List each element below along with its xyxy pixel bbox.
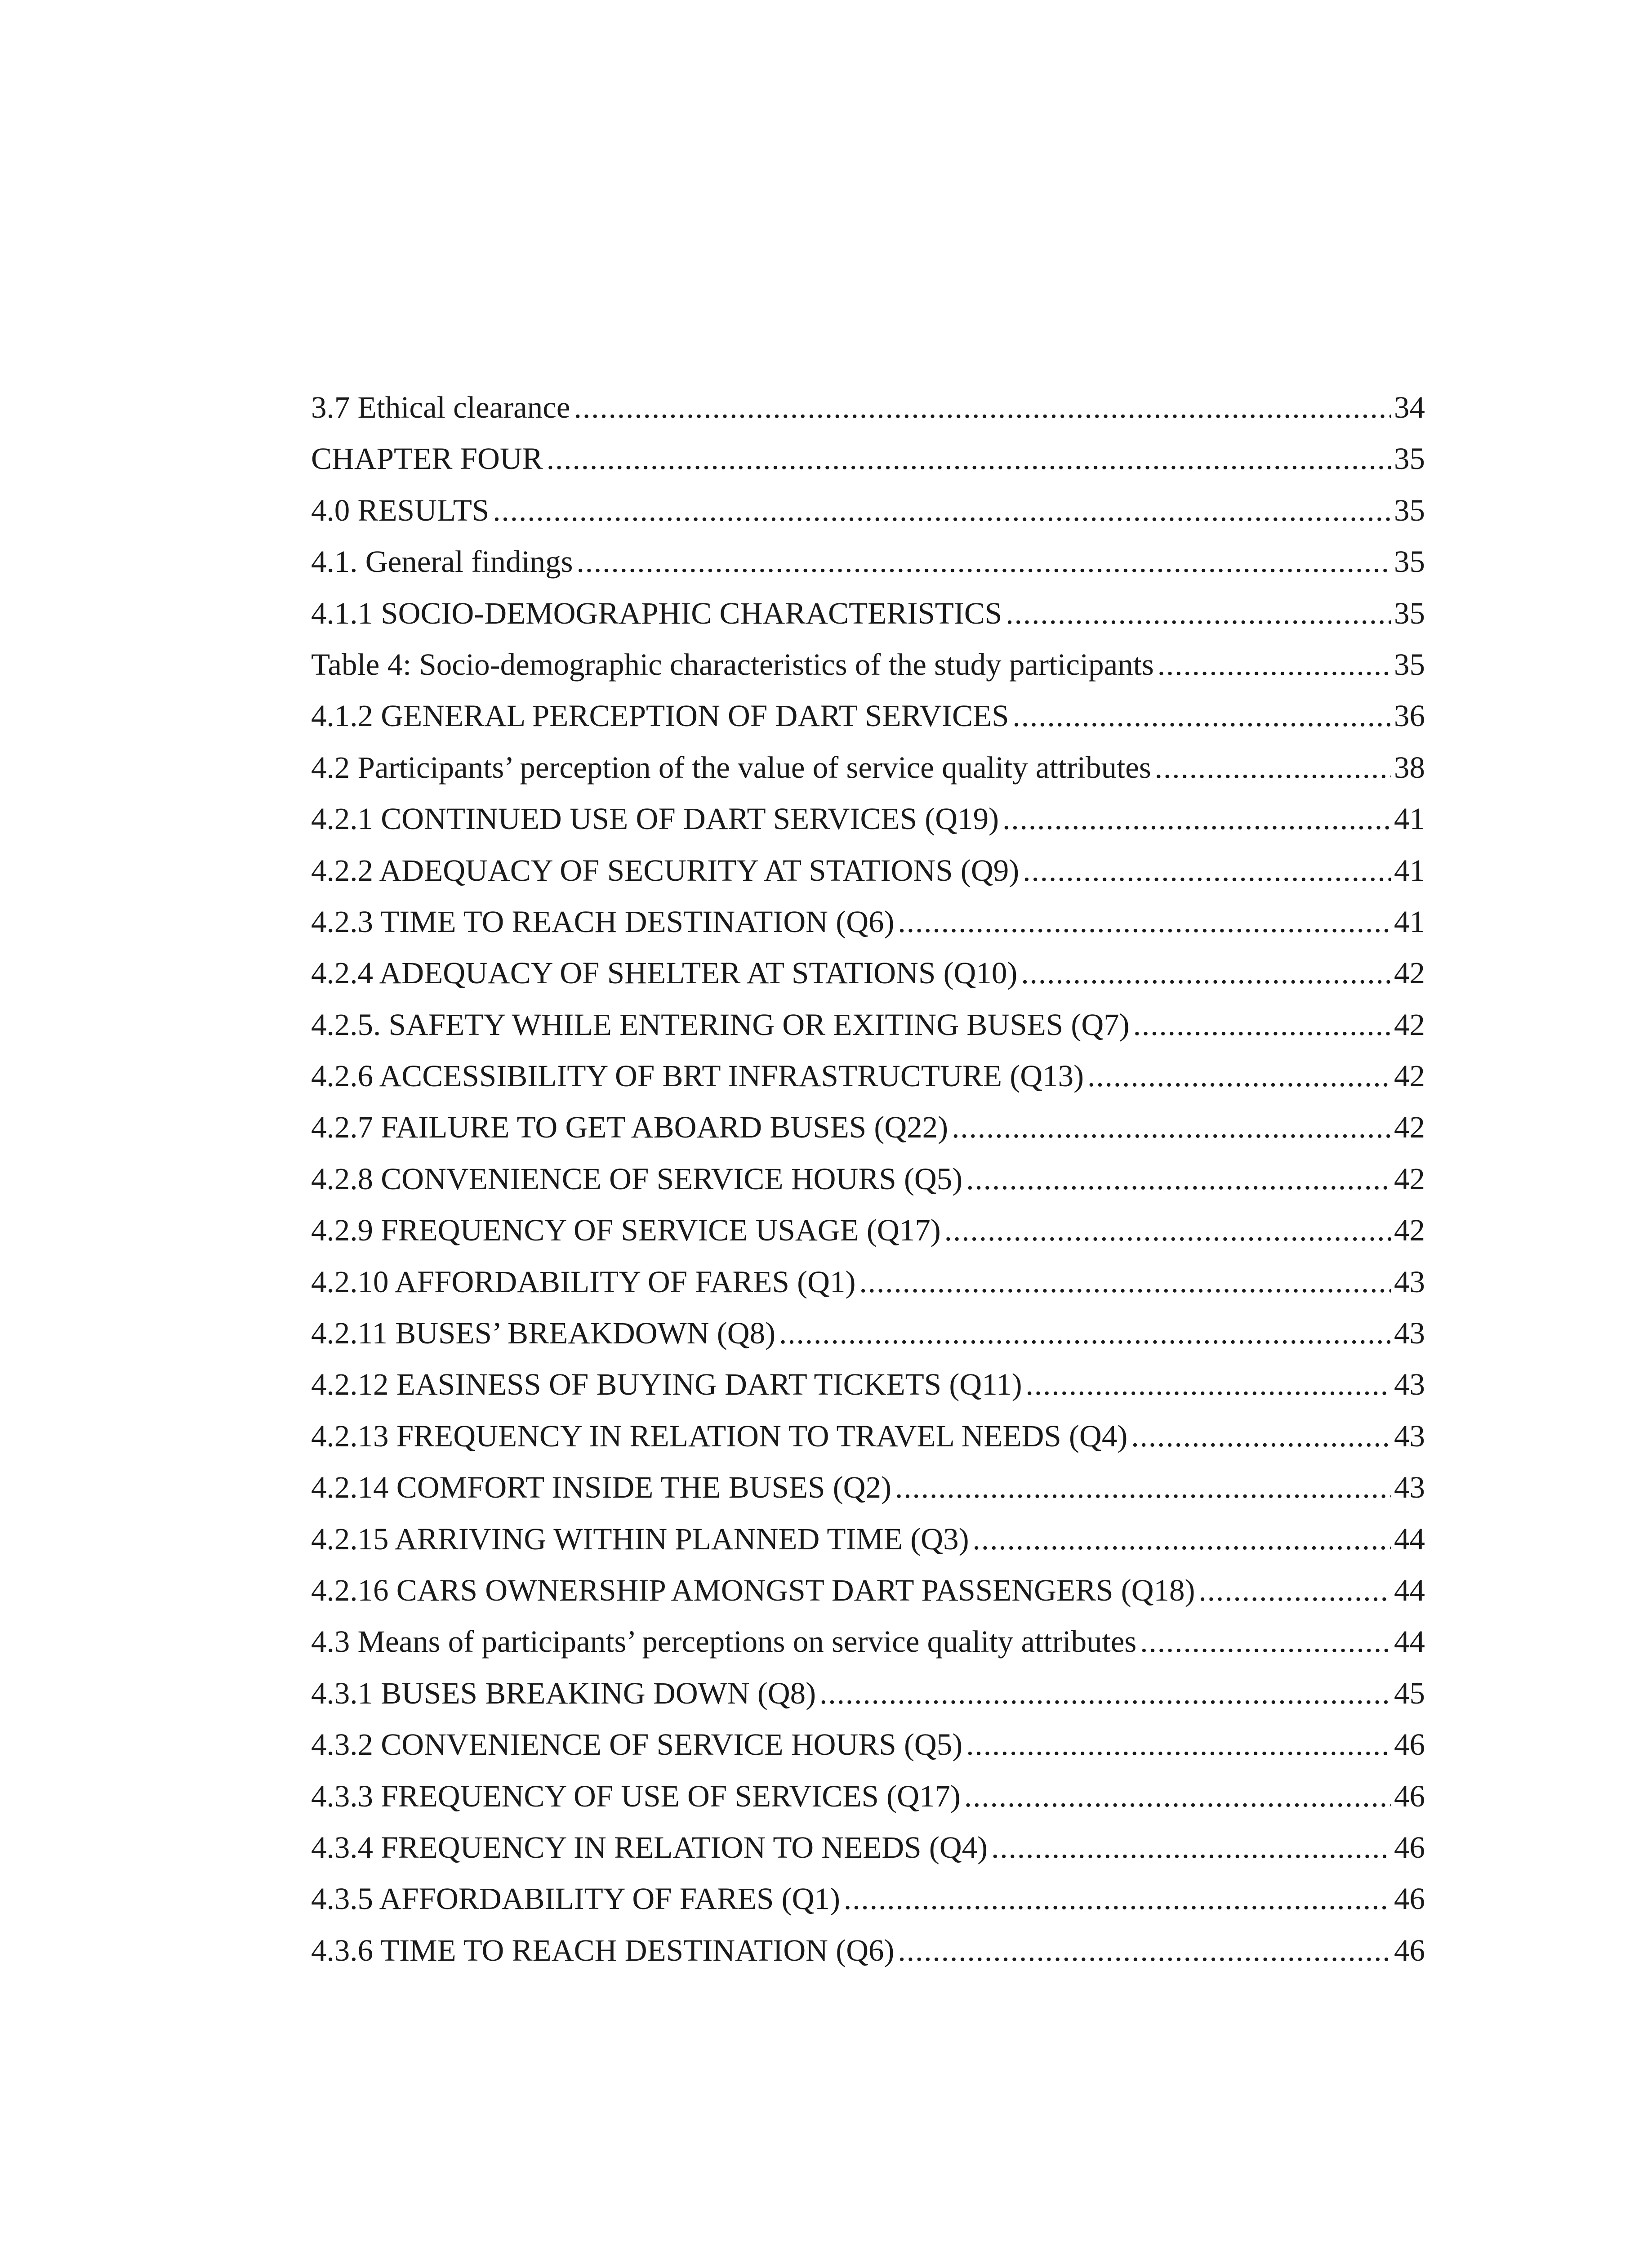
toc-dot-leader [1140, 1616, 1391, 1667]
toc-entry[interactable] [311, 588, 1425, 639]
toc-entry-title: 4.2.5. SAFETY WHILE ENTERING OR EXITING BUSES (Q7) [311, 1007, 1130, 1042]
toc-entry-title: 4.1. General findings [311, 544, 573, 579]
toc-dot-leader [577, 536, 1391, 587]
toc-entry[interactable] [311, 690, 1425, 741]
toc-entry-title: 4.2 Participants’ perception of the value of service quality attributes [311, 750, 1151, 785]
toc-entry-page-number: 44 [1394, 1573, 1425, 1607]
toc-entry[interactable] [311, 999, 1425, 1050]
toc-entry-title: 4.2.10 AFFORDABILITY OF FARES (Q1) [311, 1264, 856, 1299]
toc-dot-leader [1026, 1359, 1391, 1410]
toc-entry-page-number: 42 [1394, 956, 1425, 990]
toc-entry-page-number: 42 [1394, 1059, 1425, 1093]
toc-dot-leader [493, 485, 1391, 536]
toc-dot-leader [1133, 999, 1391, 1050]
toc-entry[interactable] [311, 1616, 1425, 1667]
toc-entry[interactable] [311, 1719, 1425, 1770]
toc-entry-page-number: 46 [1394, 1727, 1425, 1762]
toc-entry[interactable] [311, 1771, 1425, 1822]
toc-entry-title: 4.3.5 AFFORDABILITY OF FARES (Q1) [311, 1882, 840, 1916]
toc-entry[interactable] [311, 1307, 1425, 1359]
toc-entry-title: 4.2.1 CONTINUED USE OF DART SERVICES (Q19) [311, 802, 999, 836]
toc-entry-title: 4.1.1 SOCIO-DEMOGRAPHIC CHARACTERISTICS [311, 596, 1002, 630]
toc-dot-leader [944, 1204, 1391, 1256]
toc-dot-leader [844, 1873, 1391, 1924]
toc-entry-page-number: 43 [1394, 1418, 1425, 1453]
toc-entry[interactable] [311, 1668, 1425, 1719]
toc-entry-page-number: 41 [1394, 904, 1425, 939]
toc-dot-leader [898, 1925, 1391, 1976]
toc-dot-leader [574, 382, 1391, 433]
toc-dot-leader [1158, 639, 1391, 690]
toc-entry[interactable] [311, 947, 1425, 999]
toc-dot-leader [819, 1668, 1391, 1719]
toc-entry[interactable] [311, 1462, 1425, 1513]
toc-entry-title: 4.2.16 CARS OWNERSHIP AMONGST DART PASSENGERS (Q18) [311, 1573, 1195, 1607]
toc-entry-title: 4.3.6 TIME TO REACH DESTINATION (Q6) [311, 1933, 895, 1967]
toc-entry[interactable] [311, 485, 1425, 536]
toc-entry-page-number: 42 [1394, 1110, 1425, 1145]
toc-entry[interactable] [311, 1410, 1425, 1462]
toc-entry-title: 4.3.3 FREQUENCY OF USE OF SERVICES (Q17) [311, 1779, 961, 1813]
toc-dot-leader [966, 1719, 1391, 1770]
toc-entry-page-number: 43 [1394, 1367, 1425, 1402]
toc-entry-page-number: 46 [1394, 1882, 1425, 1916]
toc-entry-page-number: 44 [1394, 1521, 1425, 1556]
toc-entry[interactable] [311, 1925, 1425, 1976]
toc-dot-leader [991, 1822, 1391, 1873]
toc-entry-title: 4.1.2 GENERAL PERCEPTION OF DART SERVICES [311, 699, 1009, 733]
toc-entry-title: 4.3.1 BUSES BREAKING DOWN (Q8) [311, 1676, 816, 1710]
toc-entry-title: 4.2.8 CONVENIENCE OF SERVICE HOURS (Q5) [311, 1161, 963, 1196]
toc-entry-title: 4.3.2 CONVENIENCE OF SERVICE HOURS (Q5) [311, 1727, 963, 1762]
toc-entry-title: 4.2.6 ACCESSIBILITY OF BRT INFRASTRUCTURE (Q13) [311, 1059, 1084, 1093]
toc-entry-page-number: 42 [1394, 1007, 1425, 1042]
toc-entry-page-number: 46 [1394, 1830, 1425, 1864]
toc-entry-page-number: 41 [1394, 802, 1425, 836]
toc-entry[interactable] [311, 742, 1425, 793]
toc-entry-page-number: 41 [1394, 853, 1425, 888]
toc-entry-page-number: 38 [1394, 750, 1425, 785]
toc-entry-title: 4.2.15 ARRIVING WITHIN PLANNED TIME (Q3) [311, 1521, 969, 1556]
toc-entry-title: Table 4: Socio-demographic characteristics of the study participants [311, 647, 1154, 682]
toc-entry-title: 3.7 Ethical clearance [311, 390, 570, 424]
toc-entry-page-number: 43 [1394, 1470, 1425, 1505]
toc-dot-leader [966, 1153, 1391, 1204]
toc-entry-title: 4.2.9 FREQUENCY OF SERVICE USAGE (Q17) [311, 1213, 941, 1248]
toc-entry-title: CHAPTER FOUR [311, 442, 543, 476]
toc-entry-page-number: 36 [1394, 699, 1425, 733]
toc-entry-page-number: 43 [1394, 1316, 1425, 1351]
toc-entry-title: 4.2.13 FREQUENCY IN RELATION TO TRAVEL NEEDS (Q4) [311, 1418, 1128, 1453]
toc-entry-page-number: 42 [1394, 1213, 1425, 1248]
toc-entry-page-number: 43 [1394, 1264, 1425, 1299]
toc-entry-title: 4.3 Means of participants’ perceptions on service quality attributes [311, 1624, 1137, 1659]
toc-entry[interactable] [311, 896, 1425, 947]
toc-dot-leader [895, 1462, 1391, 1513]
toc-entry-page-number: 44 [1394, 1624, 1425, 1659]
toc-dot-leader [973, 1513, 1391, 1565]
toc-dot-leader [964, 1771, 1391, 1822]
toc-entry[interactable] [311, 433, 1425, 484]
toc-dot-leader [1131, 1410, 1391, 1462]
toc-entry[interactable] [311, 1565, 1425, 1616]
toc-dot-leader [1002, 793, 1391, 844]
toc-entry-title: 4.2.12 EASINESS OF BUYING DART TICKETS (Q11) [311, 1367, 1022, 1402]
toc-entry[interactable] [311, 1822, 1425, 1873]
toc-entry-page-number: 35 [1394, 493, 1425, 527]
toc-entry[interactable] [311, 1873, 1425, 1924]
toc-entry-page-number: 42 [1394, 1161, 1425, 1196]
toc-entry[interactable] [311, 1204, 1425, 1256]
toc-entry-title: 4.2.4 ADEQUACY OF SHELTER AT STATIONS (Q10) [311, 956, 1018, 990]
toc-dot-leader [1013, 690, 1391, 741]
toc-dot-leader [1155, 742, 1391, 793]
toc-dot-leader [898, 896, 1391, 947]
toc-entry[interactable] [311, 1050, 1425, 1102]
toc-entry-title: 4.0 RESULTS [311, 493, 490, 527]
toc-entry[interactable] [311, 382, 1425, 433]
toc-entry-title: 4.2.7 FAILURE TO GET ABOARD BUSES (Q22) [311, 1110, 948, 1145]
toc-entry[interactable] [311, 536, 1425, 587]
toc-entry[interactable] [311, 1102, 1425, 1153]
toc-entry[interactable] [311, 793, 1425, 844]
table-of-contents [311, 382, 1425, 1976]
toc-entry-title: 4.2.2 ADEQUACY OF SECURITY AT STATIONS (Q9) [311, 853, 1020, 888]
toc-dot-leader [952, 1102, 1391, 1153]
toc-entry-title: 4.3.4 FREQUENCY IN RELATION TO NEEDS (Q4) [311, 1830, 988, 1864]
toc-dot-leader [1021, 947, 1391, 999]
toc-entry-page-number: 46 [1394, 1779, 1425, 1813]
toc-dot-leader [1087, 1050, 1391, 1102]
toc-dot-leader [779, 1307, 1391, 1359]
toc-entry-page-number: 34 [1394, 390, 1425, 424]
toc-dot-leader [1023, 845, 1391, 896]
toc-entry-page-number: 45 [1394, 1676, 1425, 1710]
toc-dot-leader [1006, 588, 1391, 639]
toc-entry[interactable] [311, 639, 1425, 690]
toc-entry[interactable] [311, 1153, 1425, 1204]
toc-entry-title: 4.2.11 BUSES’ BREAKDOWN (Q8) [311, 1316, 776, 1351]
toc-entry[interactable] [311, 1359, 1425, 1410]
toc-entry-page-number: 46 [1394, 1933, 1425, 1967]
toc-entry[interactable] [311, 1256, 1425, 1307]
toc-entry-title: 4.2.14 COMFORT INSIDE THE BUSES (Q2) [311, 1470, 891, 1505]
toc-entry[interactable] [311, 845, 1425, 896]
toc-entry-page-number: 35 [1394, 544, 1425, 579]
toc-entry-page-number: 35 [1394, 442, 1425, 476]
toc-dot-leader [1199, 1565, 1391, 1616]
toc-dot-leader [859, 1256, 1391, 1307]
toc-entry-page-number: 35 [1394, 647, 1425, 682]
toc-dot-leader [547, 433, 1391, 484]
toc-entry-title: 4.2.3 TIME TO REACH DESTINATION (Q6) [311, 904, 895, 939]
toc-entry[interactable] [311, 1513, 1425, 1565]
toc-entry-page-number: 35 [1394, 596, 1425, 630]
